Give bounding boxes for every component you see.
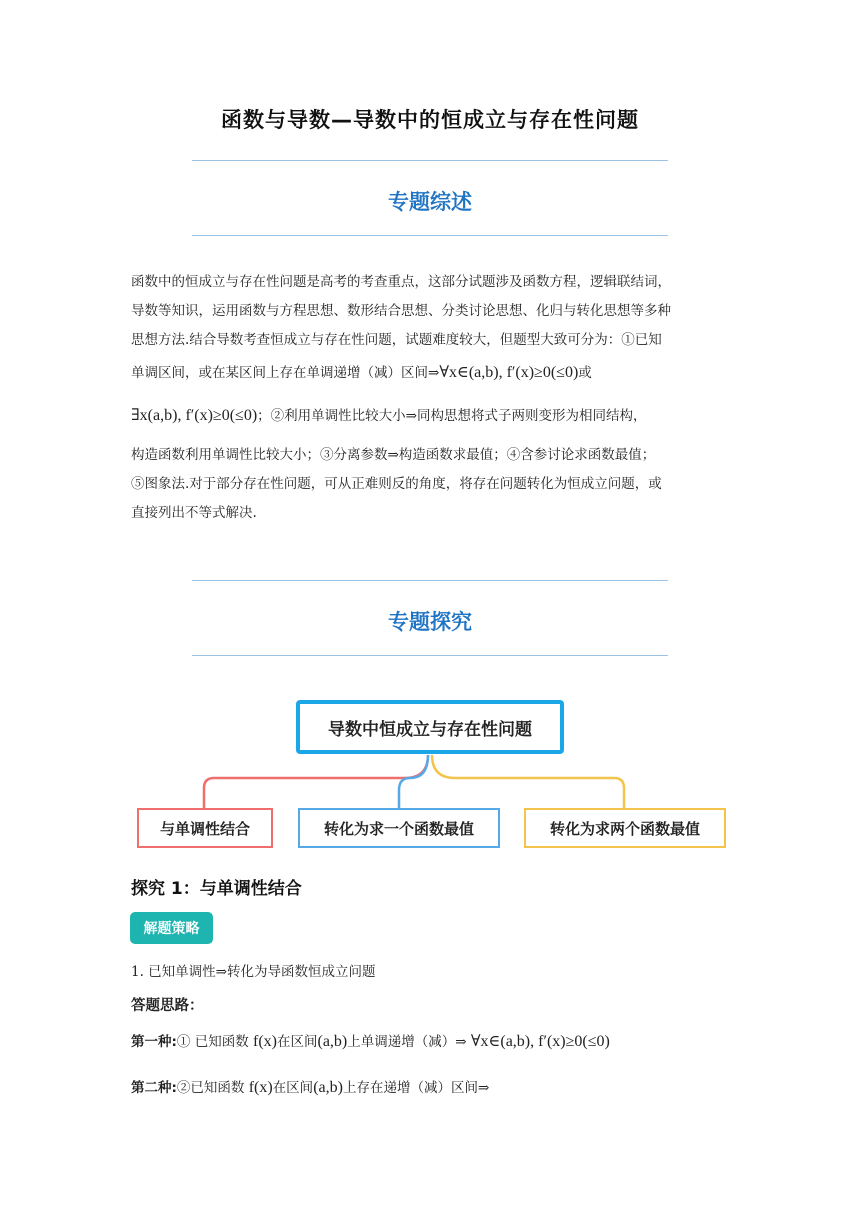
mindmap-branch-monotonic: 与单调性结合 bbox=[137, 808, 273, 848]
connector-blue bbox=[399, 755, 428, 808]
math-formula: ∀x∈(a,b), f′(x)≥0(≤0) bbox=[439, 364, 579, 381]
mindmap-branch-two-functions: 转化为求两个函数最值 bbox=[524, 808, 726, 848]
paragraph-text: 或 bbox=[578, 365, 592, 381]
paragraph-line: 函数中的恒成立与存在性问题是高考的考查重点，这部分试题涉及函数方程，逻辑联结词， bbox=[131, 274, 671, 290]
section-heading-explore: 专题探究 bbox=[388, 610, 472, 634]
connector-yellow bbox=[432, 755, 624, 808]
mindmap-branch-one-function: 转化为求一个函数最值 bbox=[298, 808, 500, 848]
math-formula: f(x) bbox=[253, 1033, 277, 1050]
answer-label: 答题思路： bbox=[131, 998, 204, 1014]
paragraph-line: 导数等知识，运用函数与方程思想、数形结合思想、分类讨论思想、化归与转化思想等多种 bbox=[131, 303, 671, 319]
section-heading-overview: 专题综述 bbox=[388, 190, 472, 214]
line-text: 上存在递增（减）区间⇒ bbox=[342, 1080, 490, 1096]
line-text: 在区间 bbox=[272, 1080, 314, 1096]
math-formula: f(x) bbox=[248, 1079, 273, 1096]
line-text: 上单调递增（减）⇒ bbox=[347, 1034, 467, 1050]
way-label: 第一种: bbox=[131, 1034, 177, 1050]
connector-red bbox=[204, 755, 428, 808]
paragraph-line: 思想方法.结合导数考查恒成立与存在性问题，试题难度较大，但题型大致可分为：①已知 bbox=[131, 332, 662, 348]
paragraph-line: 构造函数利用单调性比较大小；③分离参数⇒构造函数求最值；④含参讨论求函数最值； bbox=[131, 447, 656, 463]
way2-line bbox=[131, 1076, 489, 1097]
paragraph-line: 直接列出不等式解决. bbox=[131, 505, 257, 521]
way1-line bbox=[131, 1030, 610, 1051]
math-formula: (a,b) bbox=[317, 1033, 348, 1050]
line-text: 在区间 bbox=[276, 1034, 318, 1050]
math-formula: ∀x∈(a,b), f′(x)≥0(≤0) bbox=[470, 1033, 610, 1050]
math-formula: ∃x(a,b), f′(x)≥0(≤0) bbox=[131, 407, 258, 424]
line-text: ②已知函数 bbox=[176, 1080, 245, 1096]
mindmap-root: 导数中恒成立与存在性问题 bbox=[296, 700, 564, 754]
way-label: 第二种: bbox=[131, 1080, 177, 1096]
paragraph-text: 单调区间，或在某区间上存在单调递增（减）区间⇒ bbox=[131, 365, 440, 381]
explore-heading: 探究 1：与单调性结合 bbox=[131, 879, 302, 899]
document-title: 函数与导数—导数中的恒成立与存在性问题 bbox=[221, 108, 639, 132]
paragraph-text: ；②利用单调性比较大小⇒同构思想将式子两则变形为相同结构， bbox=[257, 408, 647, 424]
strategy-item: 1. 已知单调性⇒转化为导函数恒成立问题 bbox=[131, 964, 376, 980]
line-text: ① 已知函数 bbox=[176, 1034, 249, 1050]
paragraph-line: ⑤图象法.对于部分存在性问题，可从正难则反的角度，将存在问题转化为恒成立问题，或 bbox=[131, 476, 662, 492]
strategy-badge: 解题策略 bbox=[130, 912, 213, 944]
math-formula: (a,b) bbox=[313, 1079, 343, 1096]
